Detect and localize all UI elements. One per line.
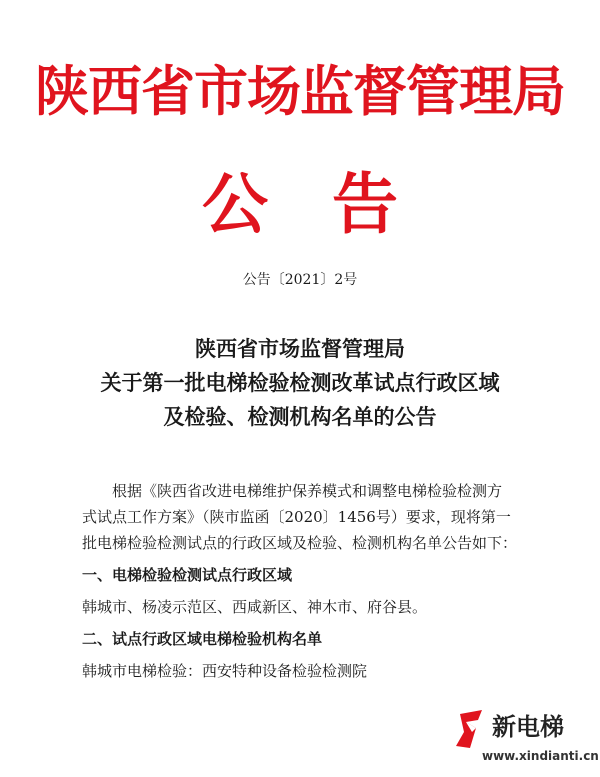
section-2-heading: 二、试点行政区域电梯检验机构名单 bbox=[82, 630, 323, 648]
section-1-heading: 一、电梯检验检测试点行政区域 bbox=[82, 566, 293, 584]
xindianti-logo-icon bbox=[452, 708, 488, 750]
intro-line-2: 式试点工作方案》（陕市监函〔2020〕1456号）要求，现将第一 bbox=[82, 508, 511, 526]
title-line-3: 及检验、检测机构名单的公告 bbox=[163, 404, 437, 429]
title-line-2: 关于第一批电梯检验检测改革试点行政区域 bbox=[100, 370, 500, 395]
intro-line-3: 批电梯检验检测试点的行政区域及检验、检测机构名单公告如下： bbox=[82, 534, 518, 552]
watermark bbox=[452, 708, 599, 770]
title-line-1: 陕西省市场监督管理局 bbox=[195, 336, 405, 361]
announcement-body bbox=[82, 478, 572, 684]
section-2-text: 韩城市电梯检验：西安特种设备检验检测院 bbox=[82, 662, 368, 680]
section-1-text: 韩城市、杨凌示范区、西咸新区、神木市、府谷县。 bbox=[82, 598, 428, 616]
document-number: 公告〔2021〕2号 bbox=[242, 272, 358, 288]
intro-line-1: 根据《陕西省改进电梯维护保养模式和调整电梯检验检测方 bbox=[112, 482, 503, 500]
watermark-url: www.xindianti.cn bbox=[482, 749, 599, 763]
document-type: 公告 bbox=[202, 165, 462, 243]
agency-header: 陕西省市场监督管理局 bbox=[35, 60, 565, 123]
watermark-name: 新电梯 bbox=[492, 713, 564, 741]
announcement-title bbox=[0, 332, 600, 434]
